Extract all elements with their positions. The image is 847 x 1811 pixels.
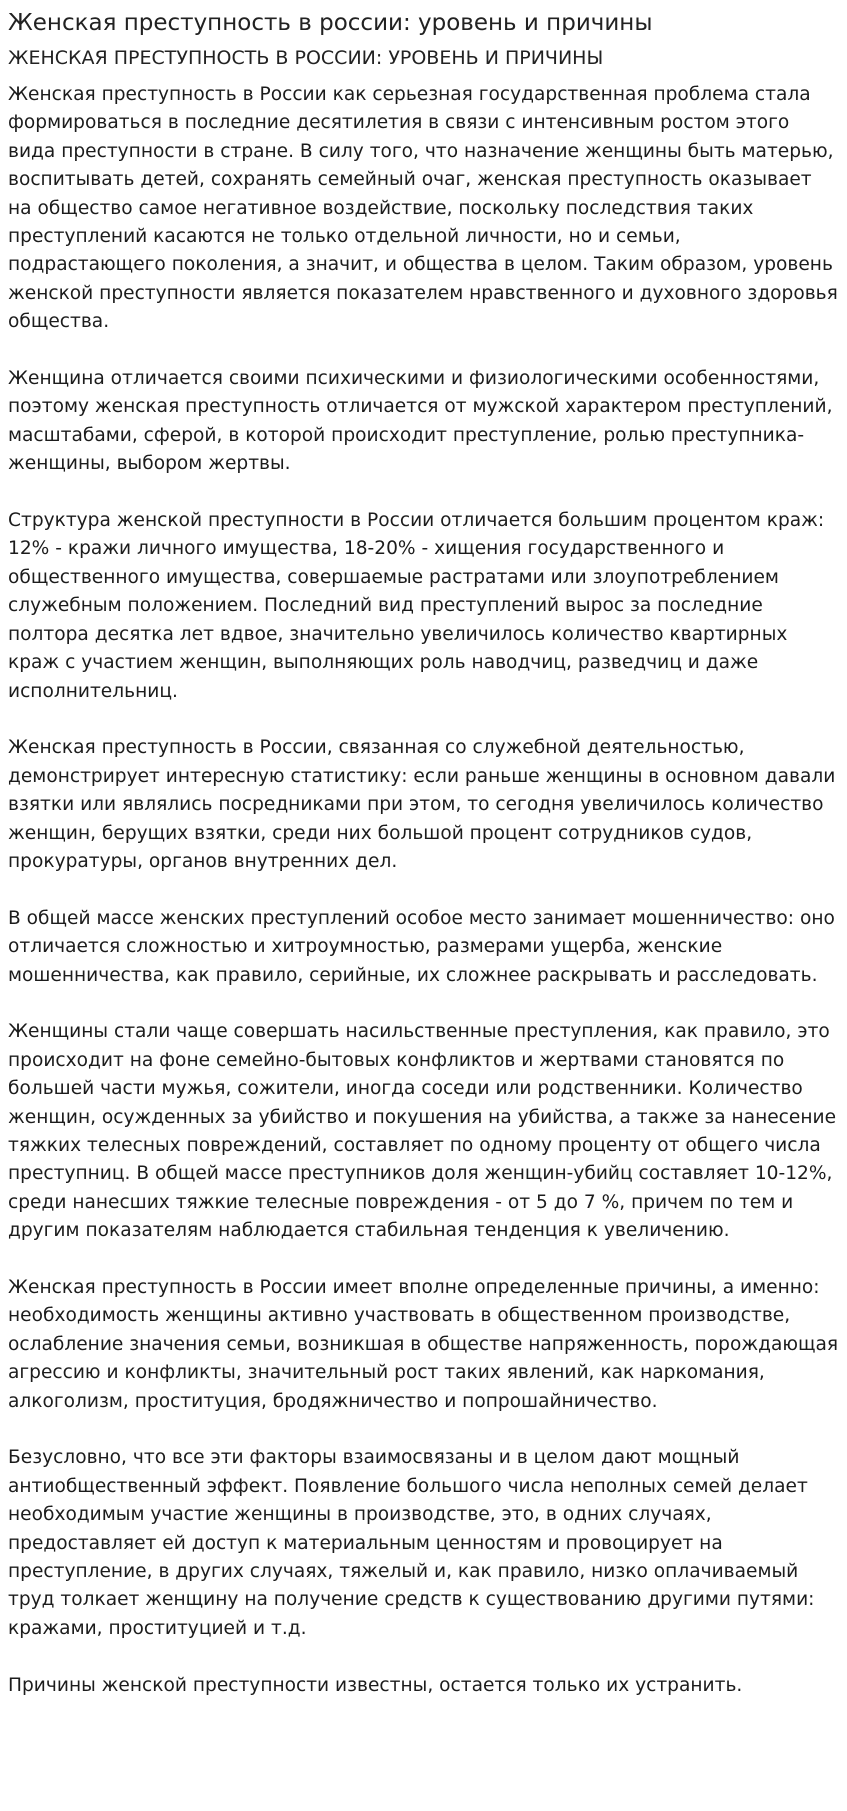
paragraph-9: Причины женской преступности известны, остается только их устранить. [8, 1674, 743, 1696]
paragraph-3: Структура женской преступности в России отличается большим процентом краж: 12% - кражи личного имущества, 18-20% - хищения государственного и общественного имущества, совершаемые растратами или злоупотреблением служебным положением. Последний вид преступлений вырос за последние полтора десятка лет вдвое, значительно увеличилось количество квартирных краж с участием женщин, выполняющих роль наводчиц, разведчиц и даже исполнительниц. [8, 510, 825, 702]
paragraph-6: Женщины стали чаще совершать насильственные преступления, как правило, это происходит на фоне семейно-бытовых конфликтов и жертвами становятся по большей части мужья, сожители, иногда соседи или родственники. Количество женщин, осужденных за убийство и покушения на убийства, а также за нанесение тяжких телесных повреждений, составляет по одному проценту от общего числа преступниц. В общей массе преступников доля женщин-убийц составляет 10-12%, среди нанесших тяжкие телесные повреждения - от 5 до 7 %, причем по тем и другим показателям наблюдается стабильная тенденция к увеличению. [8, 1021, 837, 1242]
paragraph-4: Женская преступность в России, связанная со служебной деятельностью, демонстрирует интересную статистику: если раньше женщины в основном давали взятки или являлись посредниками при этом, то сегодня увеличилось количество женщин, берущих взятки, среди них большой процент сотрудников судов, прокуратуры, органов внутренних дел. [8, 737, 836, 872]
paragraph-1: Женская преступность в России как серьезная государственная проблема стала формироваться в последние десятилетия в связи с интенсивным ростом этого вида преступности в стране. В силу того, что назначение женщины быть матерью, воспитывать детей, сохранять семейный очаг, женская преступность оказывает на общество самое негативное воздействие, поскольку последствия таких преступлений касаются не только отдельной личности, но и семьи, подрастающего поколения, а значит, и общества в целом. Таким образом, уровень женской преступности является показателем нравственного и духовного здоровья общества. [8, 84, 838, 333]
paragraph-8: Безусловно, что все эти факторы взаимосвязаны и в целом дают мощный антиобщественный эффект. Появление большого числа неполных семей делает необходимым участие женщины в производстве, это, в одних случаях, предоставляет ей доступ к материальным ценностям и провоцирует на преступление, в других случаях, тяжелый и, как правило, низко оплачиваемый труд толкает женщину на получение средств к существованию другими путями: кражами, проституцией и т.д. [8, 1447, 815, 1639]
paragraph-5: В общей массе женских преступлений особое место занимает мошенничество: оно отличается сложностью и хитроумностью, размерами ущерба, женские мошенничества, как правило, серийные, их сложнее раскрывать и расследовать. [8, 907, 835, 986]
article-body [8, 81, 839, 1700]
page-subtitle: ЖЕНСКАЯ ПРЕСТУПНОСТЬ В РОССИИ: УРОВЕНЬ И ПРИЧИНЫ [8, 47, 604, 69]
paragraph-2: Женщина отличается своими психическими и физиологическими особенностями, поэтому женская преступность отличается от мужской характером преступлений, масштабами, сферой, в которой происходит преступление, ролью преступника-женщины, выбором жертвы. [8, 368, 833, 475]
page-title: Женская преступность в россии: уровень и причины [8, 10, 653, 36]
paragraph-7: Женская преступность в России имеет вполне определенные причины, а именно: необходимость женщины активно участвовать в общественном производстве, ослабление значения семьи, возникшая в обществе напряженность, порождающая агрессию и конфликты, значительный рост таких явлений, как наркомания, алкоголизм, проституция, бродяжничество и попрошайничество. [8, 1276, 839, 1412]
